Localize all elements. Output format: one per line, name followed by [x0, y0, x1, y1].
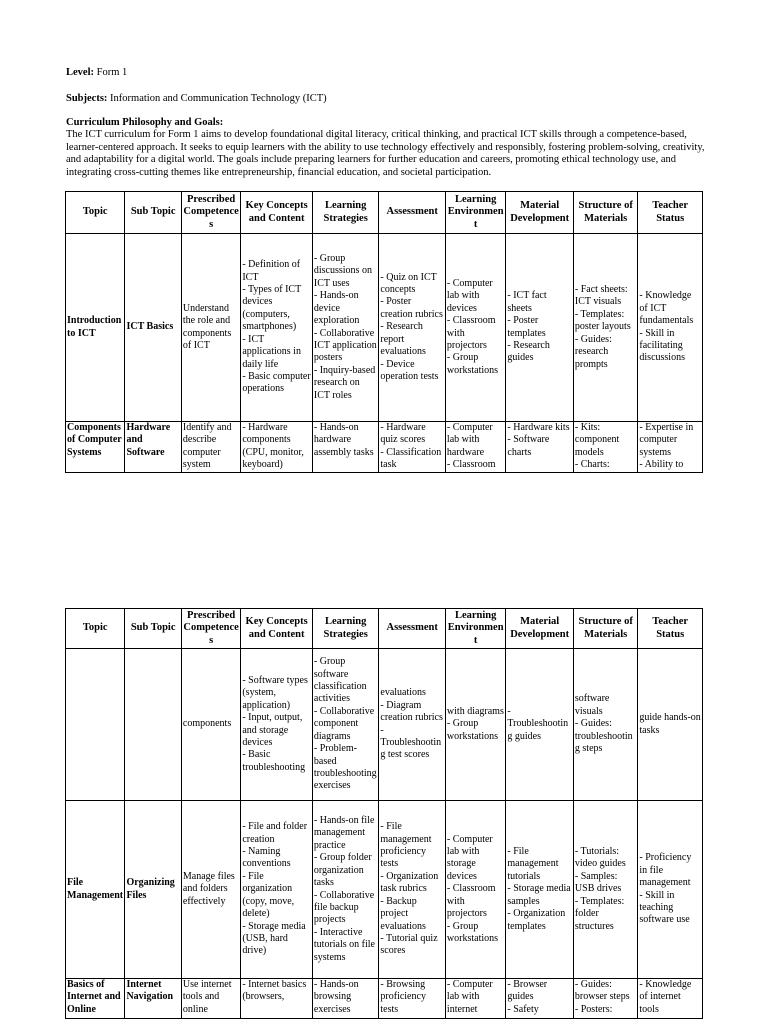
cell-structure-of-materials: - Tutorials: video guides - Samples: USB drives - Templates: folder structures [573, 801, 638, 979]
header-learning-environment: Learning Environment [445, 192, 505, 234]
cell-key-concepts: - Internet basics (browsers, [241, 979, 313, 1019]
header-key-concepts: Key Concepts and Content [241, 192, 313, 234]
cell-learning-strategies: - Hands-on hardware assembly tasks [312, 422, 379, 473]
header-assessment: Assessment [379, 192, 446, 234]
cell-material-development: - Browser guides - Safety [506, 979, 574, 1019]
header-structure-of-materials: Structure of Materials [573, 192, 638, 234]
header-sub-topic: Sub Topic [125, 192, 181, 234]
header-structure-of-materials: Structure of Materials [573, 609, 638, 649]
cell-material-development: - Hardware kits - Software charts [506, 422, 574, 473]
cell-sub-topic: Organizing Files [125, 801, 181, 979]
level-label: Level: [66, 67, 94, 78]
table-row [66, 234, 703, 422]
cell-teacher-status: - Knowledge of internet tools [638, 979, 703, 1019]
table-row [66, 801, 703, 979]
cell-assessment: evaluations - Diagram creation rubrics - Troubleshooting test scores [379, 649, 446, 801]
header-topic: Topic [66, 192, 125, 234]
cell-topic: Basics of Internet and Online [66, 979, 125, 1019]
cell-structure-of-materials: - Kits: component models - Charts: [573, 422, 638, 473]
level-line [66, 67, 706, 79]
curriculum-table-1 [65, 191, 703, 473]
cell-key-concepts: - Software types (system, application) - Input, output, and storage devices - Basic troubleshooting [241, 649, 313, 801]
header-assessment: Assessment [379, 609, 446, 649]
philosophy-title: Curriculum Philosophy and Goals: [66, 117, 224, 128]
header-teacher-status: Teacher Status [638, 192, 703, 234]
header-key-concepts: Key Concepts and Content [241, 609, 313, 649]
cell-competences: Manage files and folders effectively [181, 801, 240, 979]
cell-assessment: - Browsing proficiency tests [379, 979, 446, 1019]
cell-learning-strategies: - Hands-on file management practice - Group folder organization tasks - Collaborative file backup projects - Interactive tutorials on file systems [312, 801, 379, 979]
cell-topic [66, 649, 125, 801]
cell-key-concepts: - File and folder creation - Naming conventions - File organization (copy, move, delete) - Storage media (USB, hard drive) [241, 801, 313, 979]
header-prescribed-competences: Prescribed Competences [181, 192, 240, 234]
cell-material-development: - ICT fact sheets - Poster templates - Research guides [506, 234, 574, 422]
cell-competences: Use internet tools and online [181, 979, 240, 1019]
cell-teacher-status: - Knowledge of ICT fundamentals - Skill in facilitating discussions [638, 234, 703, 422]
cell-sub-topic: Internet Navigation [125, 979, 181, 1019]
table-row [66, 422, 703, 473]
curriculum-table-2 [65, 608, 703, 1019]
cell-key-concepts: - Definition of ICT - Types of ICT devices (computers, smartphones) - ICT applications in daily life - Basic computer operations [241, 234, 313, 422]
cell-competences: Understand the role and components of ICT [181, 234, 240, 422]
philosophy-text: The ICT curriculum for Form 1 aims to develop foundational digital literacy, critical thinking, and practical ICT skills through a competence-based, learner-centered approach. It seeks to equip learners with the ability to use technology effectively and responsibly, fostering problem-solving, creativity, and adaptability for a digital world. The goals include preparing learners for further education and careers, promoting ethical technology use, and integrating cross-cutting themes like entrepreneurship, financial education, and societal participation. [66, 129, 705, 178]
cell-sub-topic: Hardware and Software [125, 422, 181, 473]
header-prescribed-competences: Prescribed Competences [181, 609, 240, 649]
header-learning-strategies: Learning Strategies [312, 609, 379, 649]
philosophy-section [66, 117, 706, 179]
cell-assessment: - Quiz on ICT concepts - Poster creation rubrics - Research report evaluations - Device operation tests [379, 234, 446, 422]
cell-topic: Components of Computer Systems [66, 422, 125, 473]
cell-learning-environment: - Computer lab with storage devices - Classroom with projectors - Group workstations [445, 801, 505, 979]
header-material-development: Material Development [506, 192, 574, 234]
cell-structure-of-materials: - Guides: browser steps - Posters: [573, 979, 638, 1019]
cell-learning-strategies: - Group software classification activities - Collaborative component diagrams - Problem-based troubleshooting exercises [312, 649, 379, 801]
cell-topic: Introduction to ICT [66, 234, 125, 422]
cell-learning-environment: - Computer lab with hardware - Classroom [445, 422, 505, 473]
cell-key-concepts: - Hardware components (CPU, monitor, keyboard) [241, 422, 313, 473]
header-learning-strategies: Learning Strategies [312, 192, 379, 234]
cell-assessment: - Hardware quiz scores - Classification task [379, 422, 446, 473]
subjects-label: Subjects: [66, 93, 108, 104]
cell-structure-of-materials: - Fact sheets: ICT visuals - Templates: poster layouts - Guides: research prompts [573, 234, 638, 422]
cell-teacher-status: - Proficiency in file management - Skill in teaching software use [638, 801, 703, 979]
header-row [66, 192, 703, 234]
cell-learning-environment: with diagrams - Group workstations [445, 649, 505, 801]
header-learning-environment: Learning Environment [445, 609, 505, 649]
cell-material-development: - File management tutorials - Storage media samples - Organization templates [506, 801, 574, 979]
cell-teacher-status: - Expertise in computer systems - Ability to [638, 422, 703, 473]
cell-learning-environment: - Computer lab with internet [445, 979, 505, 1019]
cell-material-development: - Troubleshooting guides [506, 649, 574, 801]
header-material-development: Material Development [506, 609, 574, 649]
cell-learning-environment: - Computer lab with devices - Classroom with projectors - Group workstations [445, 234, 505, 422]
header-sub-topic: Sub Topic [125, 609, 181, 649]
cell-learning-strategies: - Hands-on browsing exercises [312, 979, 379, 1019]
cell-assessment: - File management proficiency tests - Organization task rubrics - Backup project evaluations - Tutorial quiz scores [379, 801, 446, 979]
cell-competences: Identify and describe computer system [181, 422, 240, 473]
subjects-line [66, 93, 706, 105]
table-row [66, 649, 703, 801]
cell-sub-topic: ICT Basics [125, 234, 181, 422]
cell-sub-topic [125, 649, 181, 801]
cell-teacher-status: guide hands-on tasks [638, 649, 703, 801]
header-teacher-status: Teacher Status [638, 609, 703, 649]
subjects-value: Information and Communication Technology (ICT) [110, 93, 327, 104]
cell-topic: File Management [66, 801, 125, 979]
level-value: Form 1 [96, 67, 128, 78]
cell-learning-strategies: - Group discussions on ICT uses - Hands-on device exploration - Collaborative ICT application posters - Inquiry-based research on ICT roles [312, 234, 379, 422]
header-row [66, 609, 703, 649]
cell-competences: components [181, 649, 240, 801]
cell-structure-of-materials: software visuals - Guides: troubleshooting steps [573, 649, 638, 801]
header-topic: Topic [66, 609, 125, 649]
table-row [66, 979, 703, 1019]
